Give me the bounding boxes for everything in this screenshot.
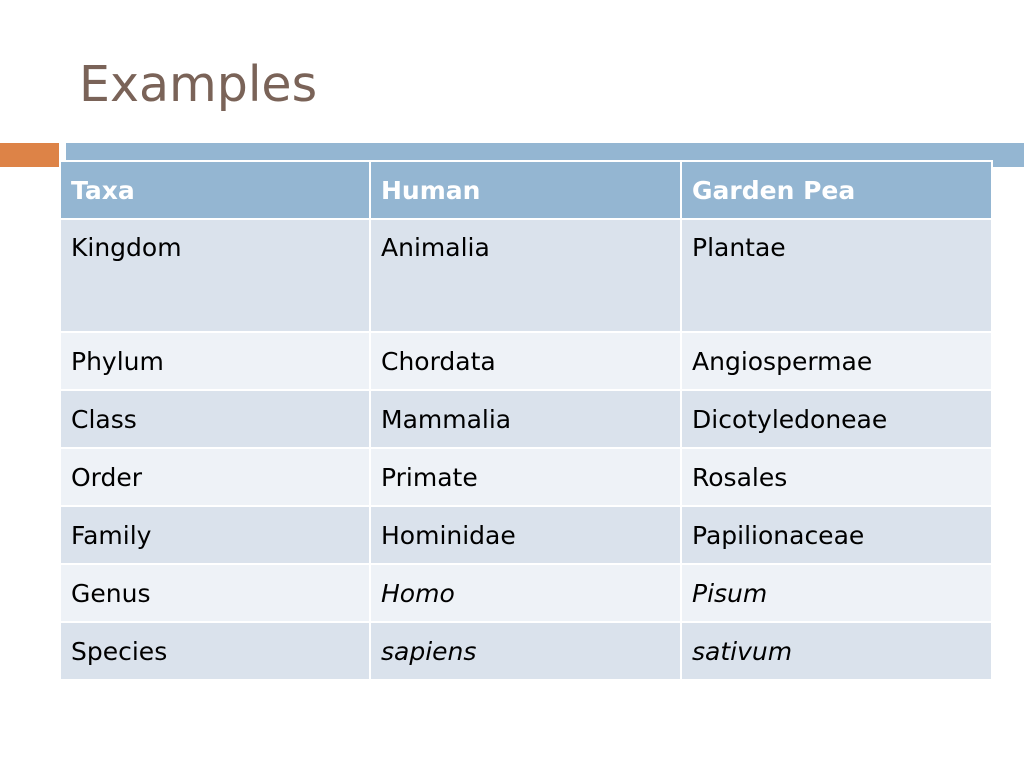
table-header-row [60,161,992,219]
header-taxa: Taxa [60,161,370,219]
human-cell: Animalia [370,219,681,332]
rank-cell: Genus [60,564,370,622]
human-cell: Hominidae [370,506,681,564]
rank-cell: Kingdom [60,219,370,332]
pea-cell: Plantae [681,219,992,332]
rank-cell: Family [60,506,370,564]
pea-cell: Dicotyledoneae [681,390,992,448]
pea-cell: Angiospermae [681,332,992,390]
human-cell: Primate [370,448,681,506]
header-human: Human [370,161,681,219]
table-row [60,564,992,622]
pea-cell: Rosales [681,448,992,506]
table-row [60,219,992,332]
human-cell: Homo [370,564,681,622]
table-row [60,390,992,448]
header-garden-pea: Garden Pea [681,161,992,219]
human-cell: Chordata [370,332,681,390]
rank-cell: Phylum [60,332,370,390]
human-cell: Mammalia [370,390,681,448]
pea-cell: Pisum [681,564,992,622]
rank-cell: Order [60,448,370,506]
rank-cell: Species [60,622,370,680]
table-row [60,332,992,390]
pea-cell: Papilionaceae [681,506,992,564]
table-row [60,448,992,506]
rank-cell: Class [60,390,370,448]
table-row [60,622,992,680]
table-row [60,506,992,564]
accent-bar-orange [0,143,59,167]
pea-cell: sativum [681,622,992,680]
human-cell: sapiens [370,622,681,680]
slide-title: Examples [79,56,318,113]
taxonomy-table [59,160,993,681]
